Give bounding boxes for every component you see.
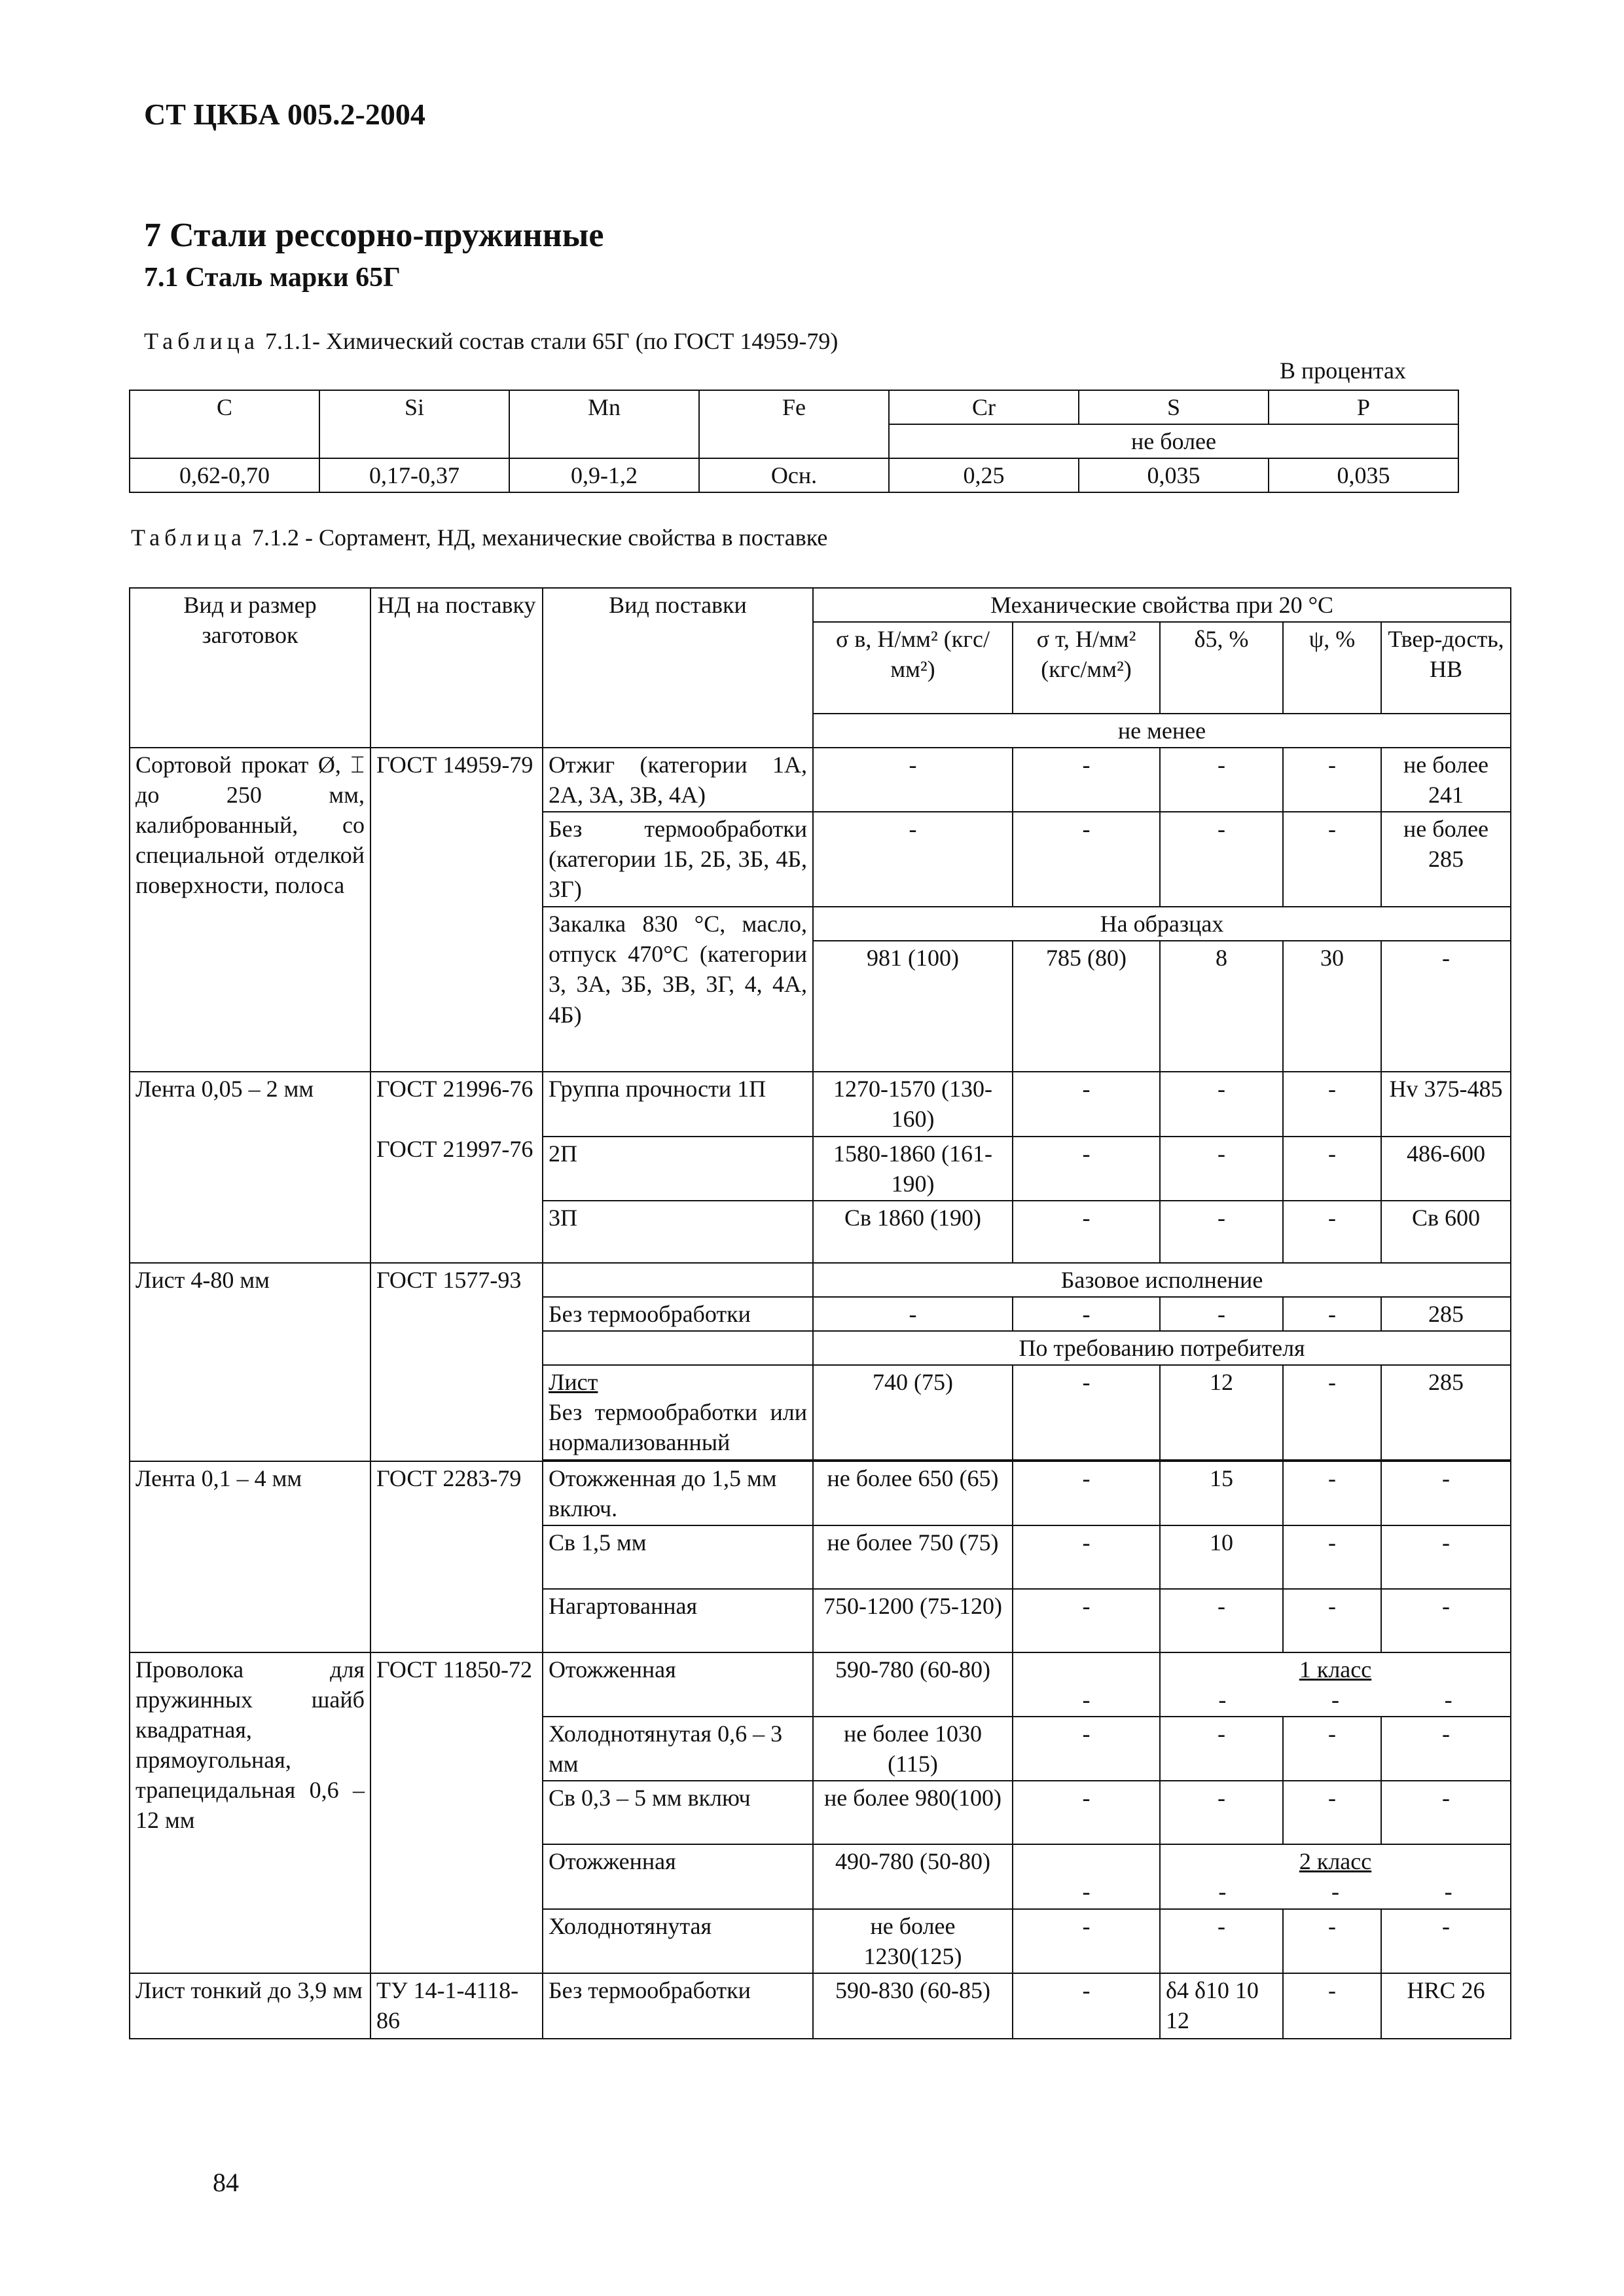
value-c: 0,62-0,70 [130, 458, 319, 492]
g2-nd1: ГОСТ 21996-76 [376, 1076, 533, 1102]
g2-r3-delta5: - [1160, 1201, 1283, 1263]
g5-class1: 1 класс [1299, 1656, 1372, 1683]
g5-r1-sigma-t-val: - [1082, 1686, 1091, 1713]
g5-r5-delta5: - [1160, 1909, 1283, 1973]
g2-r3-psi: - [1283, 1201, 1381, 1263]
g2-r3-delivery: 3П [543, 1201, 813, 1263]
g3-r1-hardness: 285 [1381, 1297, 1511, 1331]
g1-r3-hardness: - [1381, 941, 1511, 1072]
g3-r2-sigma-t: - [1013, 1365, 1160, 1460]
g1-kind: Сортовой прокат Ø, ⌶ до 250 мм, калиброванный, со специальной отделкой поверхности, полоса [130, 748, 370, 1072]
g5-r4-psi: - [1331, 1878, 1339, 1905]
g3-r1-sigma-t: - [1013, 1297, 1160, 1331]
table1-caption-text: 7.1.1- Химический состав стали 65Г (по ГОСТ 14959-79) [264, 328, 839, 354]
g5-r1-sigma-t [1013, 1652, 1160, 1717]
g2-r1-hardness: Hv 375-485 [1381, 1072, 1511, 1136]
header-cr: Cr [889, 390, 1079, 424]
g2-r2-sigma-b: 1580-1860 (161-190) [813, 1137, 1013, 1201]
g3-r2-head: Лист [549, 1368, 598, 1395]
header-mn: Mn [509, 390, 699, 458]
header-kind-size: Вид и размер заготовок [130, 588, 370, 748]
header-s: S [1079, 390, 1269, 424]
mechanical-properties-table [129, 587, 1511, 2039]
g4-r1-delta5: 15 [1160, 1461, 1283, 1525]
g3-r1-psi: - [1283, 1297, 1381, 1331]
g2-r1-delivery: Группа прочности 1П [543, 1072, 813, 1136]
g2-r3-hardness: Св 600 [1381, 1201, 1511, 1263]
g5-r5-psi: - [1283, 1909, 1381, 1973]
g5-r3-sigma-b: не более 980(100) [813, 1781, 1013, 1844]
g4-r1-sigma-t: - [1013, 1461, 1160, 1525]
g5-r1-delta5: - [1218, 1686, 1227, 1713]
g1-r2-sigma-t: - [1013, 812, 1160, 907]
g3-r2-delivery [543, 1365, 813, 1460]
g4-r3-delivery: Нагартованная [543, 1589, 813, 1652]
g2-r3-sigma-b: Св 1860 (190) [813, 1201, 1013, 1263]
g5-r2-delta5: - [1160, 1717, 1283, 1781]
g5-r3-delta5: - [1160, 1781, 1283, 1844]
g4-r3-sigma-b: 750-1200 (75-120) [813, 1589, 1013, 1652]
table1-caption [144, 327, 838, 355]
g2-r1-sigma-t: - [1013, 1072, 1160, 1136]
g1-r1-sigma-b: - [813, 748, 1013, 812]
max-note: не более [889, 424, 1458, 458]
g5-r4-sigma-t-val: - [1082, 1878, 1091, 1905]
g5-r3-hardness: - [1381, 1781, 1511, 1844]
g5-nd: ГОСТ 11850-72 [370, 1652, 543, 1973]
g1-r2-sigma-b: - [813, 812, 1013, 907]
g3-kind: Лист 4-80 мм [130, 1263, 370, 1461]
value-p: 0,035 [1269, 458, 1458, 492]
table2-caption-text: 7.1.2 - Сортамент, НД, механические свойства в поставке [251, 524, 828, 551]
g4-r1-hardness: - [1381, 1461, 1511, 1525]
g2-r2-delivery: 2П [543, 1137, 813, 1201]
g2-r2-delta5: - [1160, 1137, 1283, 1201]
table1-units: В процентах [1280, 357, 1406, 384]
g4-r3-hardness: - [1381, 1589, 1511, 1652]
value-mn: 0,9-1,2 [509, 458, 699, 492]
g1-r1-psi: - [1283, 748, 1381, 812]
g6-r1-sigma-t: - [1013, 1973, 1160, 2039]
g4-r2-psi: - [1283, 1525, 1381, 1589]
g5-class2-cell [1160, 1844, 1511, 1908]
g2-kind: Лента 0,05 – 2 мм [130, 1072, 370, 1262]
g5-r1-psi: - [1331, 1686, 1339, 1713]
g2-r1-psi: - [1283, 1072, 1381, 1136]
g5-r4-delta5: - [1218, 1878, 1227, 1905]
g5-r5-delivery: Холоднотянутая [543, 1909, 813, 1973]
g1-r3-sigma-t: 785 (80) [1013, 941, 1160, 1072]
g5-r3-sigma-t: - [1013, 1781, 1160, 1844]
g4-r1-psi: - [1283, 1461, 1381, 1525]
g4-r3-delta5: - [1160, 1589, 1283, 1652]
g5-r2-hardness: - [1381, 1717, 1511, 1781]
g1-nd: ГОСТ 14959-79 [370, 748, 543, 1072]
g5-r2-sigma-b: не более 1030 (115) [813, 1717, 1013, 1781]
g1-r1-delivery: Отжиг (категории 1А, 2А, 3А, 3В, 4А) [543, 748, 813, 812]
g1-r1-hardness: не более 241 [1381, 748, 1511, 812]
header-mech-props: Механические свойства при 20 °С [813, 588, 1511, 622]
g3-nd: ГОСТ 1577-93 [370, 1263, 543, 1461]
g2-r1-delta5: - [1160, 1072, 1283, 1136]
value-cr: 0,25 [889, 458, 1079, 492]
table1-caption-word: Таблица [144, 328, 259, 354]
g5-r3-psi: - [1283, 1781, 1381, 1844]
g3-r2-text: Без термообработки или нормализованный [549, 1399, 807, 1456]
g5-r4-hardness: - [1444, 1878, 1453, 1905]
value-s: 0,035 [1079, 458, 1269, 492]
g4-nd: ГОСТ 2283-79 [370, 1461, 543, 1652]
g1-r2-delta5: - [1160, 812, 1283, 907]
g1-r3-psi: 30 [1283, 941, 1381, 1072]
header-fe: Fe [699, 390, 889, 458]
g5-kind: Проволока для пружинных шайб квадратная, прямоугольная, трапецидальная 0,6 – 12 мм [130, 1652, 370, 1973]
g5-r2-sigma-t: - [1013, 1717, 1160, 1781]
section-title: 7 Стали рессорно-пружинные [144, 217, 604, 254]
g5-class1-cell [1160, 1652, 1511, 1717]
g4-kind: Лента 0,1 – 4 мм [130, 1461, 370, 1652]
g6-kind: Лист тонкий до 3,9 мм [130, 1973, 370, 2039]
g1-r2-delivery: Без термообработки (категории 1Б, 2Б, 3Б, 4Б, 3Г) [543, 812, 813, 907]
g4-r1-sigma-b: не более 650 (65) [813, 1461, 1013, 1525]
g3-r1-delta5: - [1160, 1297, 1283, 1331]
g4-r3-psi: - [1283, 1589, 1381, 1652]
g2-r2-sigma-t: - [1013, 1137, 1160, 1201]
g5-r5-sigma-b: не более 1230(125) [813, 1909, 1013, 1973]
g5-r4-sigma-b: 490-780 (50-80) [813, 1844, 1013, 1908]
g2-nd2: ГОСТ 21997-76 [376, 1136, 533, 1163]
g5-r1-delivery: Отожженная [543, 1652, 813, 1717]
g3-r1-sigma-b: - [813, 1297, 1013, 1331]
g1-r3-sigma-b: 981 (100) [813, 941, 1013, 1072]
document-code: СТ ЦКБА 005.2-2004 [144, 98, 425, 131]
g3-r2-psi: - [1283, 1365, 1381, 1460]
g1-r3-delivery: Закалка 830 °С, масло, отпуск 470°С (категории 3, 3А, 3Б, 3В, 3Г, 4, 4А, 4Б) [543, 907, 813, 1072]
g6-nd: ТУ 14-1-4118-86 [370, 1973, 543, 2039]
header-c: C [130, 390, 319, 458]
g5-r3-delivery: Св 0,3 – 5 мм включ [543, 1781, 813, 1844]
header-hardness: Твер-дость, НВ [1381, 622, 1511, 714]
g4-r2-hardness: - [1381, 1525, 1511, 1589]
g5-r4-sigma-t [1013, 1844, 1160, 1908]
g6-r1-hardness: HRC 26 [1381, 1973, 1511, 2039]
value-si: 0,17-0,37 [319, 458, 509, 492]
header-si: Si [319, 390, 509, 458]
g4-r2-sigma-b: не более 750 (75) [813, 1525, 1013, 1589]
g1-r1-sigma-t: - [1013, 748, 1160, 812]
header-nd: НД на поставку [370, 588, 543, 748]
header-p: P [1269, 390, 1458, 424]
g1-samples-note: На образцах [813, 907, 1511, 941]
g1-r1-delta5: - [1160, 748, 1283, 812]
g1-r3-delta5: 8 [1160, 941, 1283, 1072]
g6-r1-delivery: Без термообработки [543, 1973, 813, 2039]
subsection-title: 7.1 Сталь марки 65Г [144, 263, 401, 293]
header-delivery: Вид поставки [543, 588, 813, 748]
g1-r2-hardness: не более 285 [1381, 812, 1511, 907]
table2-caption [131, 524, 827, 551]
header-sigma-b: σ в, Н/мм² (кгс/мм²) [813, 622, 1013, 714]
g2-r3-sigma-t: - [1013, 1201, 1160, 1263]
g3-r2-sigma-b: 740 (75) [813, 1365, 1013, 1460]
g4-r3-sigma-t: - [1013, 1589, 1160, 1652]
value-fe: Осн. [699, 458, 889, 492]
g4-r2-delivery: Св 1,5 мм [543, 1525, 813, 1589]
g5-r4-delivery: Отожженная [543, 1844, 813, 1908]
g3-r2-hardness: 285 [1381, 1365, 1511, 1460]
g3-customer-note: По требованию потребителя [813, 1331, 1511, 1365]
g4-r2-delta5: 10 [1160, 1525, 1283, 1589]
g4-r1-delivery: Отожженная до 1,5 мм включ. [543, 1461, 813, 1525]
g3-r1-delivery: Без термообработки [543, 1297, 813, 1331]
table2-caption-word: Таблица [131, 524, 246, 551]
g5-class2: 2 класс [1299, 1848, 1372, 1875]
page-number: 84 [213, 2168, 239, 2197]
g3-base-note: Базовое исполнение [813, 1263, 1511, 1297]
g2-r2-psi: - [1283, 1137, 1381, 1201]
header-psi: ψ, % [1283, 622, 1381, 714]
g5-r1-hardness: - [1444, 1686, 1453, 1713]
g3-r2-delta5: 12 [1160, 1365, 1283, 1460]
g2-nd [370, 1072, 543, 1262]
header-sigma-t: σ т, Н/мм² (кгс/мм²) [1013, 622, 1160, 714]
g2-r2-hardness: 486-600 [1381, 1137, 1511, 1201]
g6-r1-delta: δ4 δ10 10 12 [1160, 1973, 1283, 2039]
g1-r2-psi: - [1283, 812, 1381, 907]
g5-r5-hardness: - [1381, 1909, 1511, 1973]
g5-r2-psi: - [1283, 1717, 1381, 1781]
chemical-composition-table [129, 390, 1459, 493]
g4-r2-sigma-t: - [1013, 1525, 1160, 1589]
g5-r5-sigma-t: - [1013, 1909, 1160, 1973]
g5-r1-sigma-b: 590-780 (60-80) [813, 1652, 1013, 1717]
g5-r2-delivery: Холоднотянутая 0,6 – 3 мм [543, 1717, 813, 1781]
g2-r1-sigma-b: 1270-1570 (130-160) [813, 1072, 1013, 1136]
min-note: не менее [813, 714, 1511, 748]
g6-r1-psi: - [1283, 1973, 1381, 2039]
header-delta5: δ5, % [1160, 622, 1283, 714]
g6-r1-sigma-b: 590-830 (60-85) [813, 1973, 1013, 2039]
